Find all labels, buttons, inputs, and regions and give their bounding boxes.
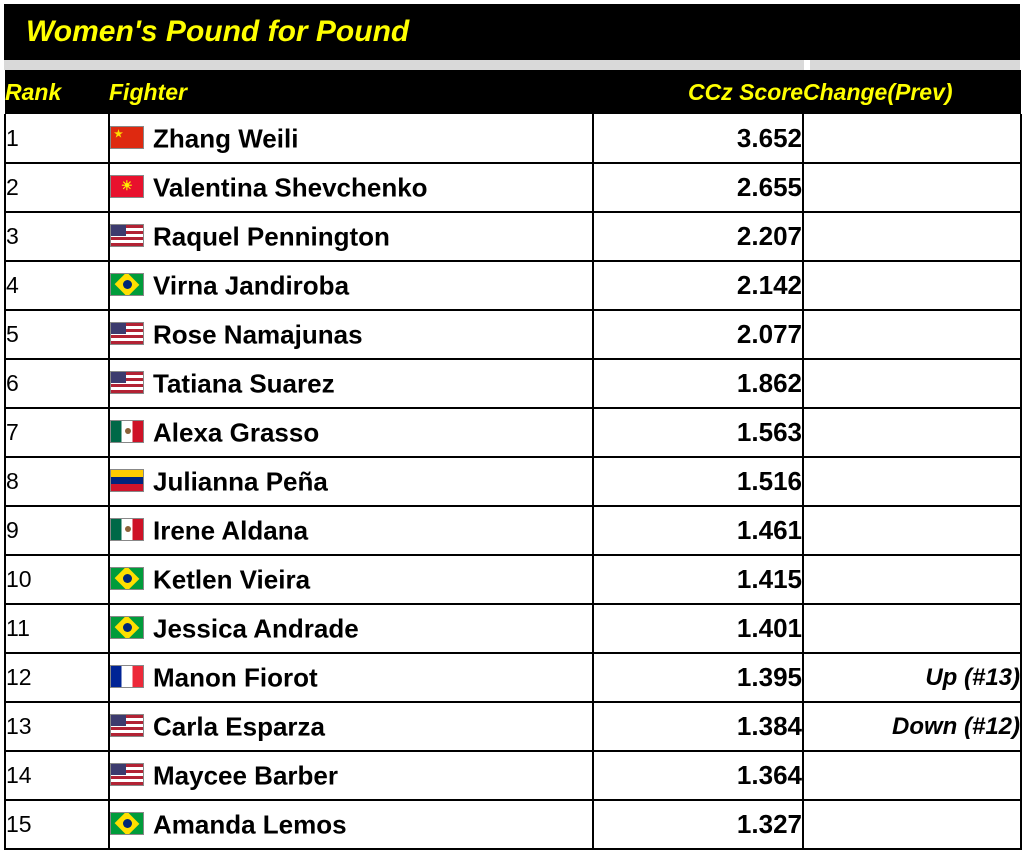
flag-br-icon	[110, 567, 144, 590]
flag-emblem	[125, 428, 131, 434]
cell-score: 1.401	[593, 604, 803, 653]
table-row[interactable]	[5, 359, 1021, 408]
cell-change	[803, 212, 1021, 261]
cell-rank: 2	[5, 163, 109, 212]
table-row[interactable]	[5, 310, 1021, 359]
flag-us-icon	[110, 322, 144, 345]
flag-canton	[111, 323, 126, 334]
cell-rank: 12	[5, 653, 109, 702]
table-row[interactable]	[5, 163, 1021, 212]
cell-score: 2.207	[593, 212, 803, 261]
fighter-name: Rose Namajunas	[153, 319, 363, 350]
fighter-name: Amanda Lemos	[153, 809, 347, 840]
cell-rank: 5	[5, 310, 109, 359]
cell-fighter	[109, 702, 593, 751]
flag-us-icon	[110, 763, 144, 786]
cell-change	[803, 359, 1021, 408]
fighter-name: Valentina Shevchenko	[153, 172, 428, 203]
spacer-left	[4, 60, 804, 70]
fighter-name: Jessica Andrade	[153, 613, 359, 644]
cell-score: 1.461	[593, 506, 803, 555]
cell-rank: 4	[5, 261, 109, 310]
header-row	[5, 70, 1021, 114]
cell-fighter	[109, 653, 593, 702]
flag-star: ★	[114, 128, 123, 140]
spacer-strip	[4, 60, 1020, 70]
cell-change	[803, 261, 1021, 310]
column-header-rank[interactable]: Rank	[5, 78, 62, 105]
fighter-name: Virna Jandiroba	[153, 270, 350, 301]
flag-canton	[111, 225, 126, 236]
cell-fighter	[109, 114, 593, 163]
flag-fr-icon	[110, 665, 144, 688]
flag-kg-icon	[110, 175, 144, 198]
flag-emblem	[125, 526, 131, 532]
table-row[interactable]	[5, 212, 1021, 261]
flag-canton	[111, 764, 126, 775]
cell-fighter	[109, 359, 593, 408]
cell-change: Up (#13)	[803, 653, 1021, 702]
cell-change	[803, 751, 1021, 800]
cell-score: 2.142	[593, 261, 803, 310]
rankings-table	[4, 70, 1022, 850]
table-row[interactable]	[5, 604, 1021, 653]
cell-score: 3.652	[593, 114, 803, 163]
flag-br-icon	[110, 812, 144, 835]
fighter-name: Julianna Peña	[153, 466, 328, 497]
cell-score: 1.516	[593, 457, 803, 506]
table-row[interactable]	[5, 261, 1021, 310]
table-row[interactable]	[5, 408, 1021, 457]
cell-rank: 14	[5, 751, 109, 800]
cell-score: 1.563	[593, 408, 803, 457]
table-header	[5, 70, 1021, 114]
flag-us-icon	[110, 224, 144, 247]
cell-rank: 3	[5, 212, 109, 261]
cell-score: 1.327	[593, 800, 803, 849]
cell-score: 1.364	[593, 751, 803, 800]
cell-rank: 11	[5, 604, 109, 653]
spacer-right	[810, 60, 1020, 70]
cell-fighter	[109, 310, 593, 359]
cell-fighter	[109, 408, 593, 457]
page-title: Women's Pound for Pound	[26, 15, 410, 48]
flag-us-icon	[110, 714, 144, 737]
cell-change: Down (#12)	[803, 702, 1021, 751]
cell-rank: 1	[5, 114, 109, 163]
column-header-fighter[interactable]: Fighter	[109, 78, 187, 105]
cell-fighter	[109, 212, 593, 261]
cell-rank: 6	[5, 359, 109, 408]
fighter-name: Irene Aldana	[153, 515, 309, 546]
cell-rank: 10	[5, 555, 109, 604]
table-row[interactable]	[5, 506, 1021, 555]
table-row[interactable]	[5, 555, 1021, 604]
flag-br-icon	[110, 616, 144, 639]
cell-score: 1.384	[593, 702, 803, 751]
cell-change	[803, 506, 1021, 555]
cell-score: 2.655	[593, 163, 803, 212]
cell-fighter	[109, 506, 593, 555]
cell-fighter	[109, 800, 593, 849]
cell-rank: 13	[5, 702, 109, 751]
cell-rank: 15	[5, 800, 109, 849]
cell-change	[803, 114, 1021, 163]
cell-rank: 7	[5, 408, 109, 457]
cell-rank: 9	[5, 506, 109, 555]
cell-score: 1.415	[593, 555, 803, 604]
cell-change	[803, 163, 1021, 212]
flag-mx-icon	[110, 518, 144, 541]
fighter-name: Zhang Weili	[153, 123, 299, 154]
cell-change	[803, 408, 1021, 457]
fighter-name: Ketlen Vieira	[153, 564, 311, 595]
column-header-score[interactable]: CCz Score	[687, 78, 803, 105]
table-row[interactable]	[5, 800, 1021, 849]
cell-fighter	[109, 555, 593, 604]
fighter-name: Raquel Pennington	[153, 221, 390, 252]
table-body	[5, 114, 1021, 849]
flag-br-icon	[110, 273, 144, 296]
cell-change	[803, 800, 1021, 849]
flag-canton	[111, 372, 126, 383]
cell-change	[803, 310, 1021, 359]
cell-score: 1.862	[593, 359, 803, 408]
flag-us-icon	[110, 371, 144, 394]
cell-change	[803, 604, 1021, 653]
cell-fighter	[109, 751, 593, 800]
fighter-name: Carla Esparza	[153, 711, 325, 742]
table-row[interactable]	[5, 457, 1021, 506]
table-row[interactable]	[5, 702, 1021, 751]
cell-fighter	[109, 604, 593, 653]
column-header-change[interactable]: Change(Prev)	[803, 78, 953, 105]
fighter-name: Tatiana Suarez	[153, 368, 335, 399]
flag-cn-icon	[110, 126, 144, 149]
cell-rank: 8	[5, 457, 109, 506]
cell-fighter	[109, 457, 593, 506]
title-bar	[4, 4, 1020, 60]
cell-change	[803, 457, 1021, 506]
cell-fighter	[109, 163, 593, 212]
fighter-name: Manon Fiorot	[153, 662, 318, 693]
fighter-name: Alexa Grasso	[153, 417, 320, 448]
table-row[interactable]	[5, 653, 1021, 702]
table-row[interactable]	[5, 114, 1021, 163]
cell-change	[803, 555, 1021, 604]
flag-ve-icon	[110, 469, 144, 492]
flag-canton	[111, 715, 126, 726]
flag-sun: ☀	[121, 178, 133, 194]
fighter-name: Maycee Barber	[153, 760, 338, 791]
flag-mx-icon	[110, 420, 144, 443]
cell-score: 1.395	[593, 653, 803, 702]
table-row[interactable]	[5, 751, 1021, 800]
cell-fighter	[109, 261, 593, 310]
cell-score: 2.077	[593, 310, 803, 359]
